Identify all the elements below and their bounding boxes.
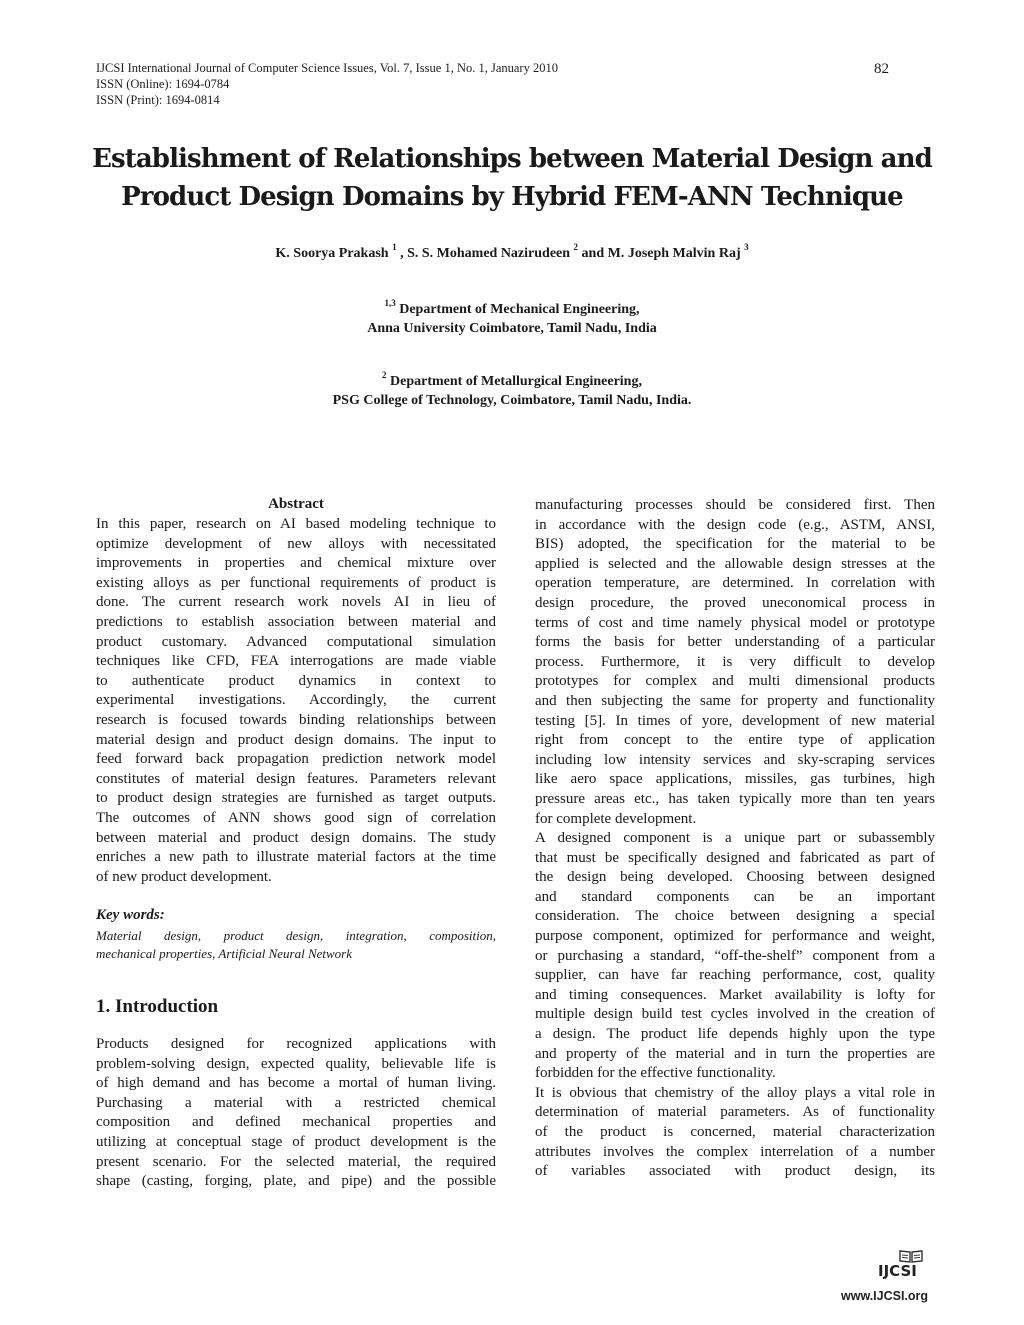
- abstract-line: to authenticate product dynamics in context to: [96, 672, 496, 689]
- abstract-line: The outcomes of ANN shows good sign of correlation: [96, 809, 496, 826]
- right-line: forms the basis for better understanding of a particular: [535, 634, 935, 651]
- abstract-line: product customary. Advanced computational simulation: [96, 633, 496, 650]
- intro-line: of high demand and has become a mortal of human living.: [96, 1075, 496, 1092]
- right-line: manufacturing processes should be considered first. Then: [535, 497, 935, 513]
- abstract-line: to product design strategies are furnished as target outputs.: [96, 790, 496, 807]
- issn-online: ISSN (Online): 1694-0784: [96, 77, 230, 91]
- intro-line: present scenario. For the selected material, the required: [96, 1153, 496, 1170]
- author-1: K. Soorya Prakash: [275, 246, 389, 261]
- right-column-body: [535, 496, 935, 1182]
- keywords-heading: Key words:: [96, 907, 165, 923]
- abstract-line: between material and product design domains. The study: [96, 829, 496, 846]
- abstract-line: existing alloys as per functional requirements of product is: [96, 574, 496, 591]
- right-line: that must be specifically designed and fabricated as part of: [535, 849, 935, 866]
- affiliation-1-inst: Anna University Coimbatore, Tamil Nadu, India: [367, 321, 657, 336]
- right-line: and timing consequences. Market availability is lofty for: [535, 986, 935, 1003]
- right-line: design procedure, the proved uneconomical process in: [535, 594, 935, 611]
- intro-line: utilizing at conceptual stage of product development is the: [96, 1133, 496, 1150]
- right-line: prototypes for complex and multi dimensional products: [535, 673, 935, 690]
- abstract-line: predictions to establish association between material and: [96, 613, 496, 630]
- abstract-heading: Abstract: [268, 496, 324, 512]
- author-2: , S. S. Mohamed Nazirudeen: [400, 246, 571, 261]
- right-line: multiple design build test cycles involved in the creation of: [535, 1006, 935, 1023]
- intro-line: Products designed for recognized applications with: [96, 1036, 496, 1052]
- right-line: applied is selected and the allowable design stresses at the: [535, 555, 935, 572]
- right-line: attributes involves the complex interrelation of a number: [535, 1143, 935, 1160]
- journal-line: IJCSI International Journal of Computer Science Issues, Vol. 7, Issue 1, No. 1, January 2010: [96, 61, 558, 75]
- intro-line: problem-solving design, expected quality, believable life is: [96, 1055, 496, 1072]
- keywords-text: [96, 927, 496, 963]
- keywords-line-1: Material design, product design, integration, composition,: [96, 928, 496, 943]
- affiliation-1-dept: Department of Mechanical Engineering,: [399, 302, 640, 317]
- right-line: a design. The product life depends highly upon the type: [535, 1026, 935, 1043]
- right-line: BIS) adopted, the specification for the material to be: [535, 536, 935, 553]
- intro-line: shape (casting, forging, plate, and pipe) and the possible: [96, 1173, 496, 1190]
- abstract-line: optimize development of new alloys with necessitated: [96, 535, 496, 552]
- abstract-line: done. The current research work novels AI in lieu of: [96, 594, 496, 611]
- abstract-body: [96, 515, 496, 887]
- right-line: the design being developed. Choosing between designed: [535, 869, 935, 886]
- affiliation-2: [60, 372, 964, 410]
- abstract-line: research is focused towards binding relationships between: [96, 711, 496, 728]
- introduction-heading: 1. Introduction: [96, 996, 219, 1017]
- right-line: in accordance with the design code (e.g., ASTM, ANSI,: [535, 516, 935, 533]
- right-line: right from concept to the entire type of application: [535, 732, 935, 749]
- right-line: and standard components can be an important: [535, 888, 935, 905]
- abstract-line: of new product development.: [96, 868, 272, 885]
- right-line: for complete development.: [535, 810, 697, 827]
- abstract-line: techniques like CFD, FEA interrogations are made viable: [96, 653, 496, 670]
- affiliation-2-sup: 2: [382, 370, 387, 380]
- right-line: or purchasing a standard, “off-the-shelf” component from a: [535, 947, 935, 964]
- author-1-sup: 1: [392, 242, 397, 252]
- affiliation-1: [60, 300, 964, 338]
- abstract-line: improvements in properties and chemical mixture over: [96, 555, 496, 572]
- abstract-line: material design and product design domains. The input to: [96, 731, 496, 748]
- intro-line: composition and defined mechanical properties and: [96, 1114, 496, 1131]
- abstract-line: constitutes of material design features. Parameters relevant: [96, 770, 496, 787]
- journal-header: [96, 60, 558, 108]
- abstract-line: experimental investigations. Accordingly, the current: [96, 692, 496, 709]
- right-line: and then subjecting the same for property and functionality: [535, 692, 935, 709]
- author-3: and M. Joseph Malvin Raj: [581, 246, 741, 261]
- author-2-sup: 2: [573, 242, 579, 252]
- title-line-1: Establishment of Relationships between Material Design and: [92, 144, 932, 174]
- page-number: 82: [874, 61, 889, 77]
- right-line: purpose component, optimized for performance and weight,: [535, 928, 935, 945]
- publisher-url: www.IJCSI.org: [841, 1289, 929, 1303]
- right-line: consideration. The choice between designing a special: [535, 908, 935, 925]
- right-line: A designed component is a unique part or subassembly: [535, 830, 935, 847]
- publisher-logo-text: IJCSI: [878, 1262, 917, 1280]
- affiliation-2-inst: PSG College of Technology, Coimbatore, Tamil Nadu, India.: [332, 393, 692, 408]
- issn-print: ISSN (Print): 1694-0814: [96, 93, 220, 107]
- author-list: [60, 242, 964, 262]
- introduction-body: [96, 1035, 496, 1192]
- title-line-2: Product Design Domains by Hybrid FEM-ANN Technique: [121, 182, 903, 212]
- right-line: process. Furthermore, it is very difficult to develop: [535, 653, 935, 670]
- right-line: and property of the material and in turn the properties are: [535, 1045, 935, 1062]
- right-line: including low intensity services and sky-scraping services: [535, 751, 935, 768]
- paper-title: [60, 140, 964, 216]
- abstract-line: In this paper, research on AI based modeling technique to: [96, 516, 496, 532]
- right-line: terms of cost and time namely physical model or prototype: [535, 614, 935, 631]
- keywords-line-2: mechanical properties, Artificial Neural Network: [96, 946, 353, 961]
- right-line: testing [5]. In times of yore, development of new material: [535, 712, 935, 729]
- right-line: operation temperature, are determined. In correlation with: [535, 575, 935, 592]
- right-line: It is obvious that chemistry of the alloy plays a vital role in: [535, 1084, 935, 1101]
- right-line: supplier, can have far reaching performance, cost, quality: [535, 967, 935, 984]
- affiliation-1-sup: 1,3: [384, 298, 396, 308]
- intro-line: Purchasing a material with a restricted chemical: [96, 1094, 496, 1111]
- right-line: like aero space applications, missiles, gas turbines, high: [535, 771, 935, 788]
- right-line: forbidden for the effective functionality.: [535, 1065, 776, 1082]
- abstract-line: feed forward back propagation prediction network model: [96, 751, 496, 768]
- abstract-line: enriches a new path to illustrate material factors at the time: [96, 849, 496, 866]
- author-3-sup: 3: [744, 242, 749, 252]
- right-line: pressure areas etc., has taken typically more than ten years: [535, 790, 935, 807]
- affiliation-2-dept: Department of Metallurgical Engineering,: [390, 374, 642, 389]
- right-line: of variables associated with product design, its: [535, 1163, 935, 1180]
- right-line: of the product is concerned, material characterization: [535, 1124, 935, 1140]
- right-line: determination of material parameters. As of functionality: [535, 1104, 935, 1121]
